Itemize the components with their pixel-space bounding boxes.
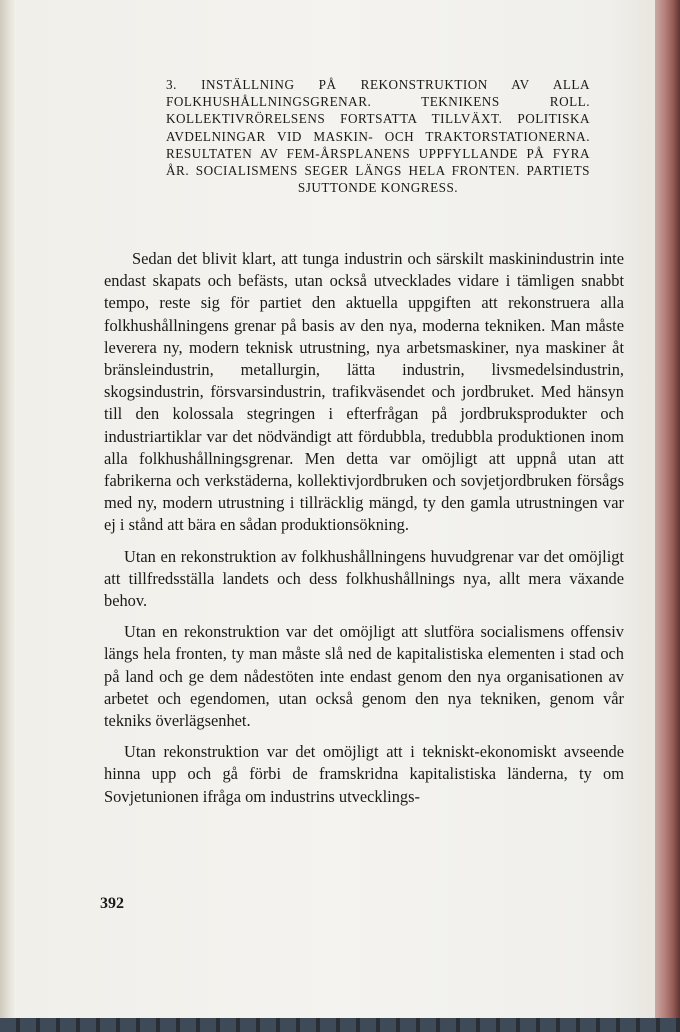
book-cover-edge [655,0,680,1018]
paragraph-1: Sedan det blivit klart, att tunga industrin och särskilt maskinindustrin inte endast skapats och befästs, utan också utvecklades vidare i tämligen snabbt tempo, reste sig för partiet den aktuella uppgiften att rekonstruera alla folkhushållningens grenar på basis av den nya, moderna tekniken. Man måste leverera ny, modern teknisk utrustning, nya arbetsmaskiner, nya maskiner åt bränsleindustrin, metallurgin, lätta industrin, livsmedelsindustrin, skogsindustrin, försvarsindustrin, trafikväsendet och jordbruket. Med hänsyn till den kolossala stegringen i efterfrågan på jordbruksprodukter och industriartiklar var det nödvändigt att fördubbla, tredubbla produktionen inom alla folkhushållningsgrenar. Men detta var omöjligt att uppnå utan att fabrikerna och verkstäderna, kollektivjordbruken och sovjetjordbruken försågs med ny, modern utrustning i tillräcklig mängd, ty den gamla utrustningen var ej i stånd att bära en sådan produktionsökning. [104,249,624,535]
page-number: 392 [100,895,124,912]
scanner-background [0,1018,680,1032]
body-text [104,248,624,817]
paragraph-3: Utan en rekonstruktion var det omöjligt att slutföra socialismens offensiv längs hela fronten, ty man måste slå ned de kapitalistiska elementen i stad och på land och ge dem nådestöten inte endast genom den nya organisationen av arbetet och egendomen, utan också genom den nya tekniken, genom vår tekniks överlägsenhet. [104,622,624,731]
paragraph-2: Utan en rekonstruktion av folkhushållningens huvudgrenar var det omöjligt att tillfredsställa landets och dess folkhushållnings nya, allt mera växande behov. [104,546,624,611]
section-heading: 3. INSTÄLLNING PÅ REKONSTRUKTION AV ALLA FOLKHUSHÅLLNINGSGRENAR. TEKNIKENS ROLL. KOLLEKTIVRÖRELSENS FORTSATTA TILLVÄXT. POLITISKA AVDELNINGAR VID MASKIN- OCH TRAKTORSTATIONERNA. RESULTATEN AV FEM-ÅRSPLANENS UPPFYLLANDE PÅ FYRA ÅR. SOCIALISMENS SEGER LÄNGS HELA FRONTEN. PARTIETS SJUTTONDE KONGRESS. [166,77,590,196]
paragraph-4: Utan rekonstruktion var det omöjligt att i tekniskt-ekonomiskt avseende hinna upp och gå förbi de framskridna kapitalistiska länderna, ty om Sovjetunionen ifråga om industrins utvecklings- [104,742,624,806]
